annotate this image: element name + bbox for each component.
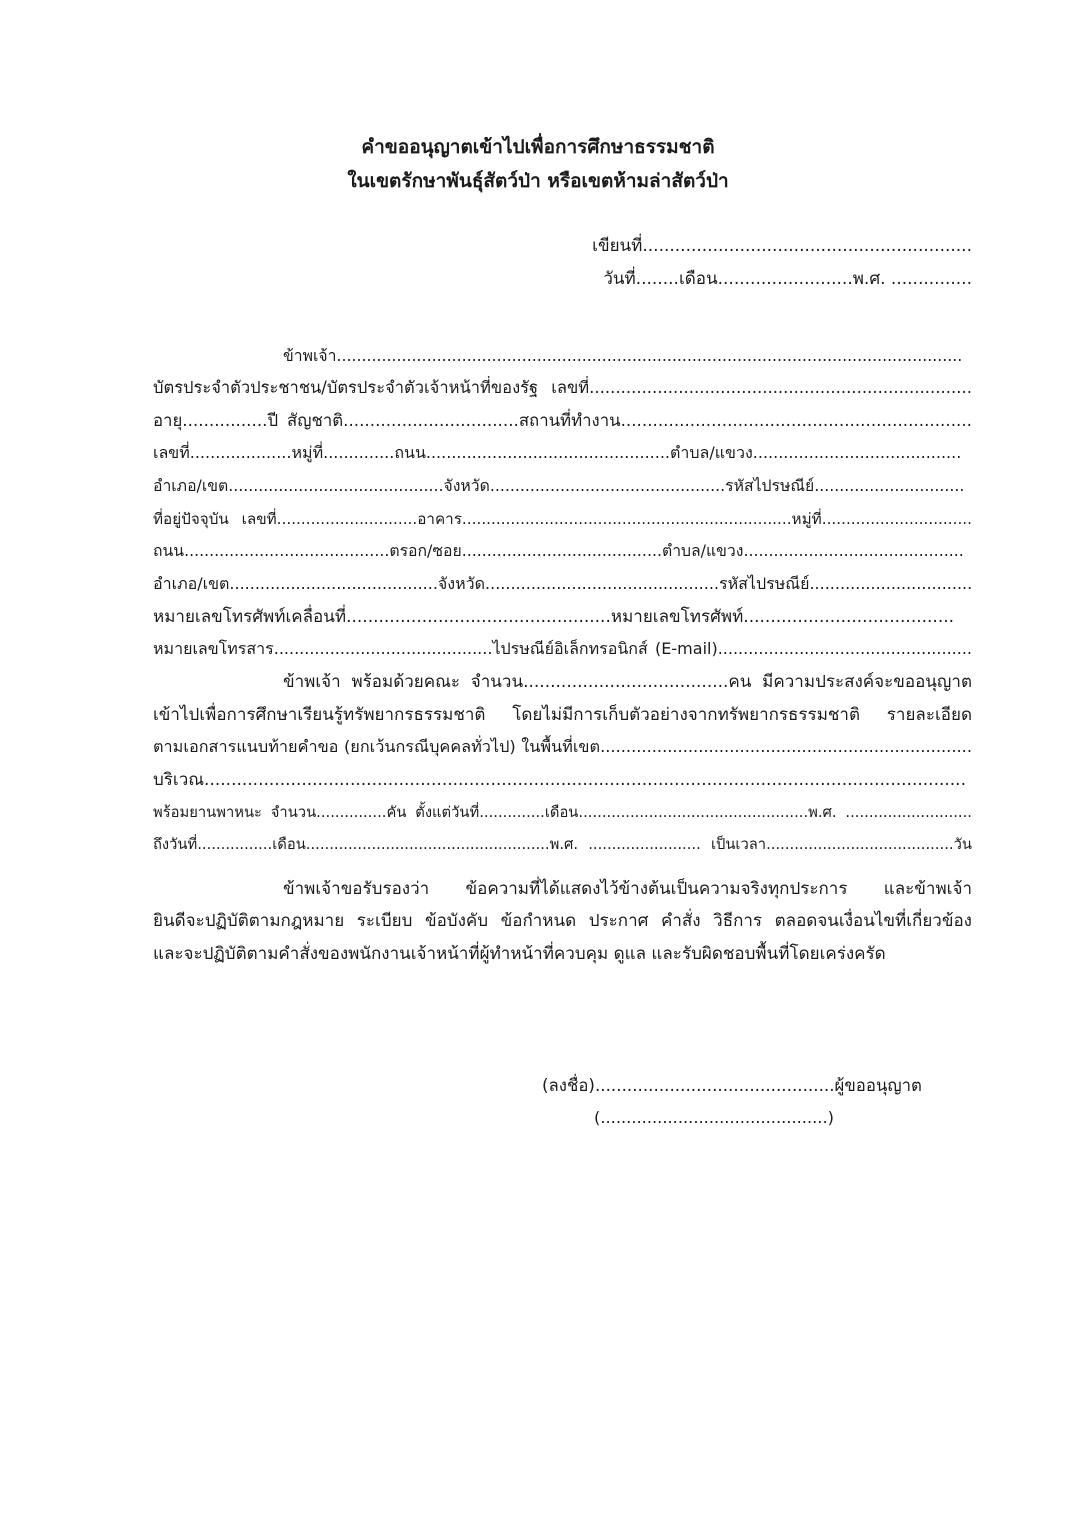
declaration-line-2: ยินดีจะปฏิบัติตามกฎหมาย ระเบียบ ข้อบังคับ ข้อกำหนด ประกาศ คำสั่ง วิธีการ ตลอดจนเงื่อนไขที่เกี่ยวข้อง xyxy=(153,911,972,931)
declaration-line-3: และจะปฏิบัติตามคำสั่งของพนักงานเจ้าหน้าที่ผู้ทำหน้าที่ควบคุม ดูแล และรับผิดชอบพื้นที่โดยเคร่งครัด xyxy=(153,944,886,964)
document-title-line-1: คำขออนุญาตเข้าไปเพื่อการศึกษาธรรมชาติ xyxy=(361,136,715,158)
form-line-current-district: อำเภอ/เขต.........................................จังหวัด..............................................รหัสไปรษณีย์................................ xyxy=(153,574,973,593)
signature-name-line: (............................................) xyxy=(594,1108,834,1127)
form-line-group-count: ข้าพเจ้า พร้อมด้วยคณะ จำนวน......................................คน มีความประสงค์จะขออนุญาต xyxy=(283,672,972,692)
form-line-current-address: ที่อยู่ปัจจุบัน เลขที่.............................อาคาร....................................................................หมู่ที่............................... xyxy=(153,510,972,528)
form-line-name: ข้าพเจ้า............................................................................................................................. xyxy=(283,346,963,365)
form-line-id-card: บัตรประจำตัวประชาชน/บัตรประจำตัวเจ้าหน้าที่ของรัฐ เลขที่......................................................................... xyxy=(153,378,972,397)
form-line-end-date-duration: ถึงวันที่................เดือน....................................................พ.ศ. ........................ เป็นเวลา........................................วัน xyxy=(153,836,972,853)
form-line-address-number: เลขที่....................หมู่ที่..............ถนน................................................ตำบล/แขวง......................................... xyxy=(153,443,962,462)
form-line-current-road: ถนน.........................................ตรอก/ซอย........................................ตำบล/แขวง............................................ xyxy=(153,541,964,560)
declaration-line-1: ข้าพเจ้าขอรับรองว่า ข้อความที่ได้แสดงไว้ข้างต้นเป็นความจริงทุกประการ และข้าพเจ้า xyxy=(283,879,972,899)
signature-line: (ลงชื่อ).............................................ผู้ขออนุญาต xyxy=(542,1075,922,1095)
form-line-age-nationality: อายุ................ปี สัญชาติ.................................สถานที่ทำงาน.................................................................. xyxy=(153,410,972,430)
form-line-purpose: เข้าไปเพื่อการศึกษาเรียนรู้ทรัพยากรธรรมชาติ โดยไม่มีการเก็บตัวอย่างจากทรัพยากรธรรมชาติ รายละเอียด xyxy=(153,705,972,725)
date-field: วันที่........เดือน.........................พ.ศ. ............... xyxy=(603,269,972,289)
written-at-field: เขียนที่............................................................. xyxy=(592,236,972,256)
form-line-area: ตามเอกสารแนบท้ายคำขอ (ยกเว้นกรณีบุคคลทั่วไป) ในพื้นที่เขต........................................................................ xyxy=(153,737,972,756)
form-line-location: บริเวณ............................................................................................................................................. xyxy=(153,770,966,790)
form-line-phone: หมายเลขโทรศัพท์เคลื่อนที่.................................................หมายเลขโทรศัพท์....................................... xyxy=(153,607,955,627)
form-line-district-province: อำเภอ/เขต...........................................จังหวัด...............................................รหัสไปรษณีย์.............................. xyxy=(153,476,965,495)
document-title-line-2: ในเขตรักษาพันธุ์สัตว์ป่า หรือเขตห้ามล่าสัตว์ป่า xyxy=(347,170,729,192)
form-line-fax-email: หมายเลขโทรสาร...........................................ไปรษณีย์อิเล็กทรอนิกส์ (E-mail).................................................. xyxy=(153,639,972,658)
form-line-vehicle-start-date: พร้อมยานพาหนะ จำนวน...............คัน ตั้งแต่วันที่..............เดือน.................................................พ.ศ. ........................... xyxy=(153,804,972,821)
